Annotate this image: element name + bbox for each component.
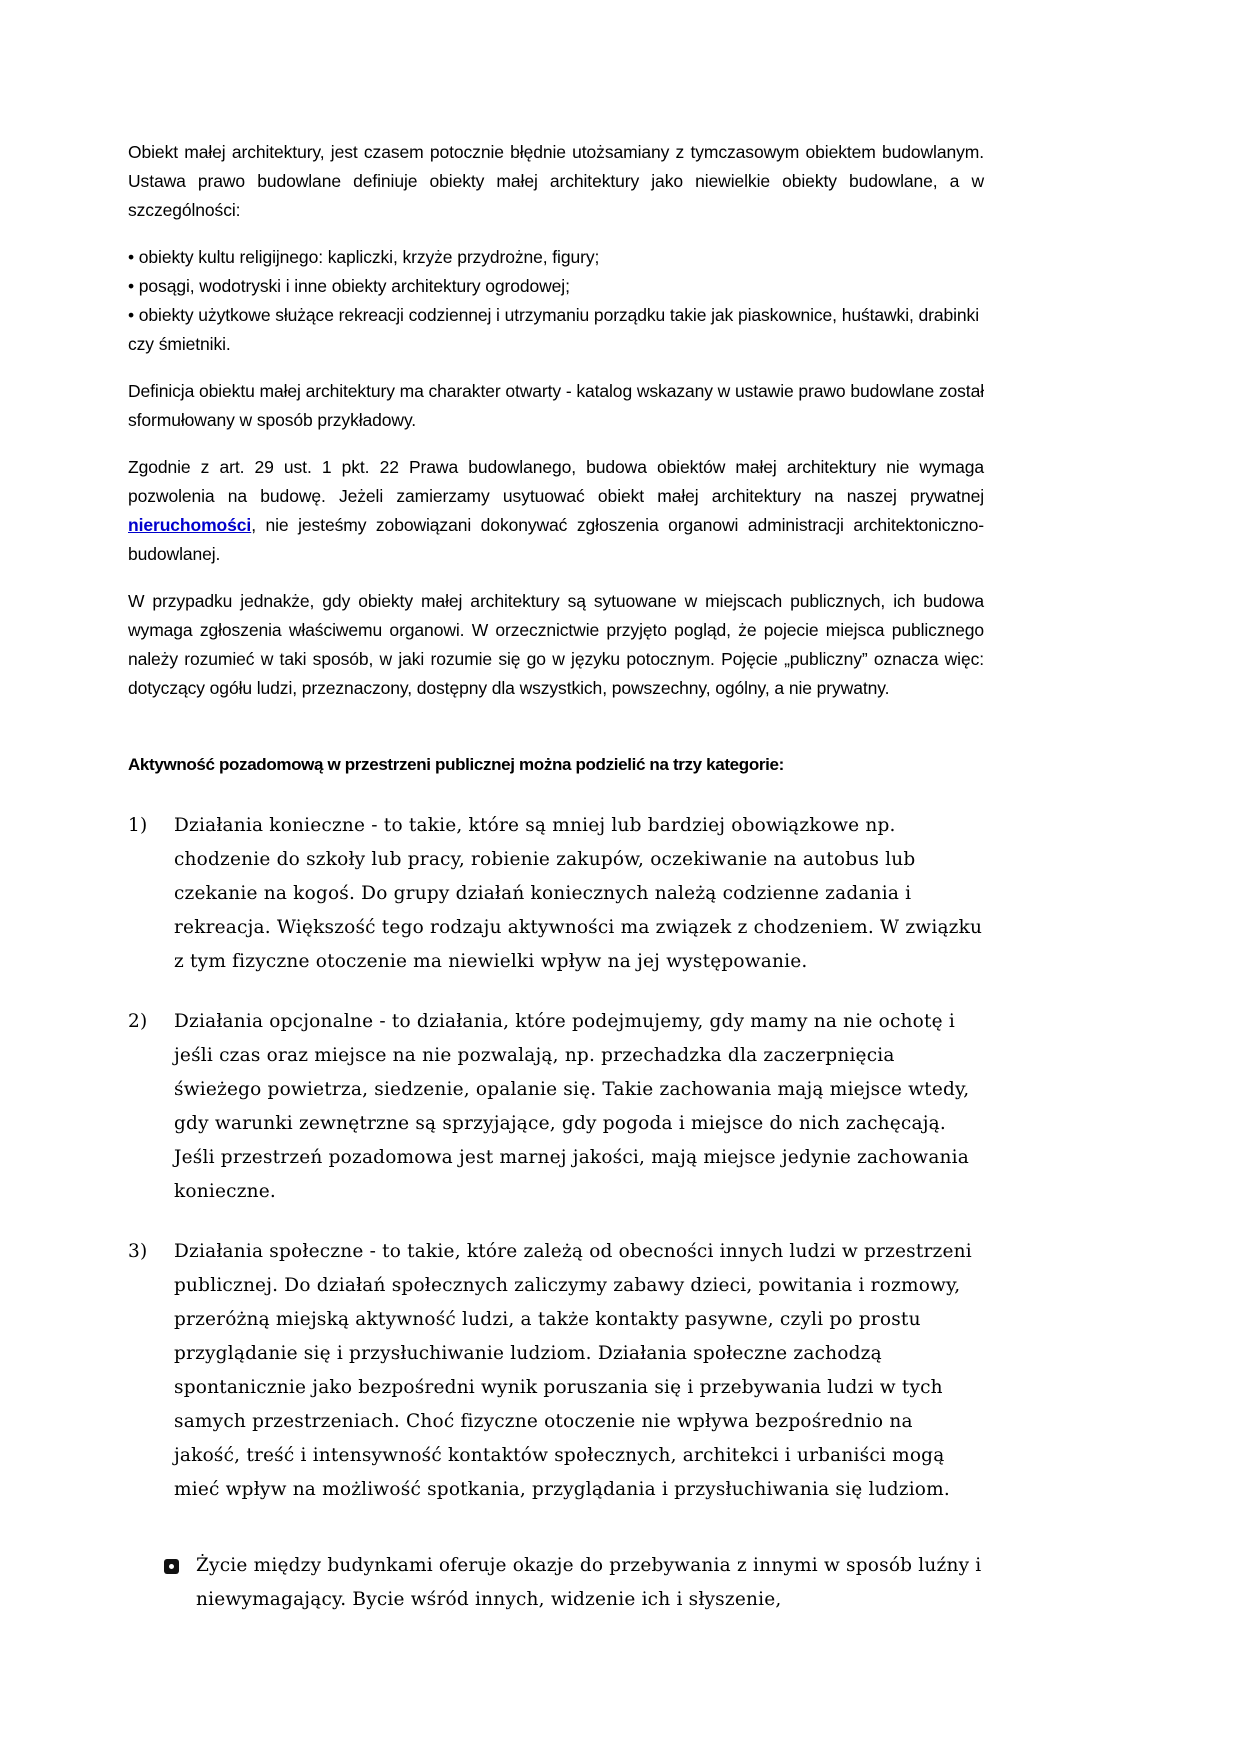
intro-paragraph-2: Definicja obiektu małej architektury ma charakter otwarty - katalog wskazany w ustawie prawo budowlane został sformułowany w sposób przykładowy. [128, 381, 984, 430]
intro-paragraph-3 [128, 453, 984, 569]
intro-section [128, 138, 984, 703]
section-heading-wrap [128, 755, 984, 775]
intro-bullet-item: • obiekty użytkowe służące rekreacji codziennej i utrzymaniu porządku takie jak piaskownice, huśtawki, drabinki czy śmietniki. [128, 305, 979, 354]
document-content [128, 138, 984, 1617]
nieruchomosci-link[interactable]: nieruchomości [128, 515, 252, 535]
category-marker: 1) [128, 815, 148, 836]
bullet-marker [164, 1549, 196, 1574]
categories-list [128, 809, 984, 1617]
intro-bullet-item: • obiekty kultu religijnego: kapliczki, krzyże przydrożne, figury; [128, 247, 600, 267]
category-text: Działania opcjonalne - to działania, które podejmujemy, gdy mamy na nie ochotę i jeśli czas oraz miejsce na nie pozwalają, np. przechadzka dla zaczerpnięcia świeżego powietrza, siedzenie, opalanie się. Takie zachowania mają miejsce wtedy, gdy warunki zewnętrzne są sprzyjające, gdy pogoda i miejsce do nich zachęcają. Jeśli przestrzeń pozadomowa jest marnej jakości, mają miejsce jedynie zachowania konieczne. [174, 1011, 970, 1202]
category-item [128, 809, 984, 979]
section-heading: Aktywność pozadomową w przestrzeni publicznej można podzielić na trzy kategorie: [128, 755, 784, 774]
intro-bullet-item: • posągi, wodotryski i inne obiekty architektury ogrodowej; [128, 276, 570, 296]
final-bullet-item [164, 1549, 984, 1617]
category-text: Działania konieczne - to takie, które są mniej lub bardziej obowiązkowe np. chodzenie do szkoły lub pracy, robienie zakupów, oczekiwanie na autobus lub czekanie na kogoś. Do grupy działań koniecznych należą codzienne zadania i rekreacja. Większość tego rodzaju aktywności ma związek z chodzeniem. W związku z tym fizyczne otoczenie ma niewielki wpływ na jej występowanie. [174, 815, 983, 972]
paragraph-3-text-after-link: , nie jesteśmy zobowiązani dokonywać zgłoszenia organowi administracji architektoniczno-budowlanej. [128, 515, 984, 564]
intro-paragraph-4: W przypadku jednakże, gdy obiekty małej architektury są sytuowane w miejscach publicznych, ich budowa wymaga zgłoszenia właściwemu organowi. W orzecznictwie przyjęto pogląd, że pojecie miejsca publicznego należy rozumieć w taki sposób, w jaki rozumie się go w języku potocznym. Pojęcie „publiczny” oznacza więc: dotyczący ogółu ludzi, przeznaczony, dostępny dla wszystkich, powszechny, ogólny, a nie prywatny. [128, 591, 984, 698]
paragraph-3-text-before-link: Zgodnie z art. 29 ust. 1 pkt. 22 Prawa budowlanego, budowa obiektów małej architektury nie wymaga pozwolenia na budowę. Jeżeli zamierzamy usytuować obiekt małej architektury na naszej prywatnej [128, 457, 984, 506]
final-bullet-text: Życie między budynkami oferuje okazje do przebywania z innymi w sposób luźny i niewymagający. Bycie wśród innych, widzenie ich i słyszenie, [196, 1555, 982, 1610]
filled-circle-bullet-icon [164, 1559, 179, 1574]
category-marker: 3) [128, 1241, 148, 1262]
category-marker: 2) [128, 1011, 148, 1032]
intro-paragraph-1: Obiekt małej architektury, jest czasem potocznie błędnie utożsamiany z tymczasowym obiektem budowlanym. Ustawa prawo budowlane definiuje obiekty małej architektury jako niewielkie obiekty budowlane, a w szczególności: [128, 142, 984, 220]
intro-bullet-list [128, 243, 984, 359]
category-item [128, 1005, 984, 1209]
category-text: Działania społeczne - to takie, które zależą od obecności innych ludzi w przestrzeni publicznej. Do działań społecznych zaliczymy zabawy dzieci, powitania i rozmowy, przeróżną miejską aktywność ludzi, a także kontakty pasywne, czyli po prostu przyglądanie się i przysłuchiwanie ludziom. Działania społeczne zachodzą spontanicznie jako bezpośredni wynik poruszania się i przebywania ludzi w tych samych przestrzeniach. Choć fizyczne otoczenie nie wpływa bezpośrednio na jakość, treść i intensywność kontaktów społecznych, architekci i urbaniści mogą mieć wpływ na możliwość spotkania, przyglądania i przysłuchiwania się ludziom. [174, 1241, 972, 1500]
category-item [128, 1235, 984, 1507]
